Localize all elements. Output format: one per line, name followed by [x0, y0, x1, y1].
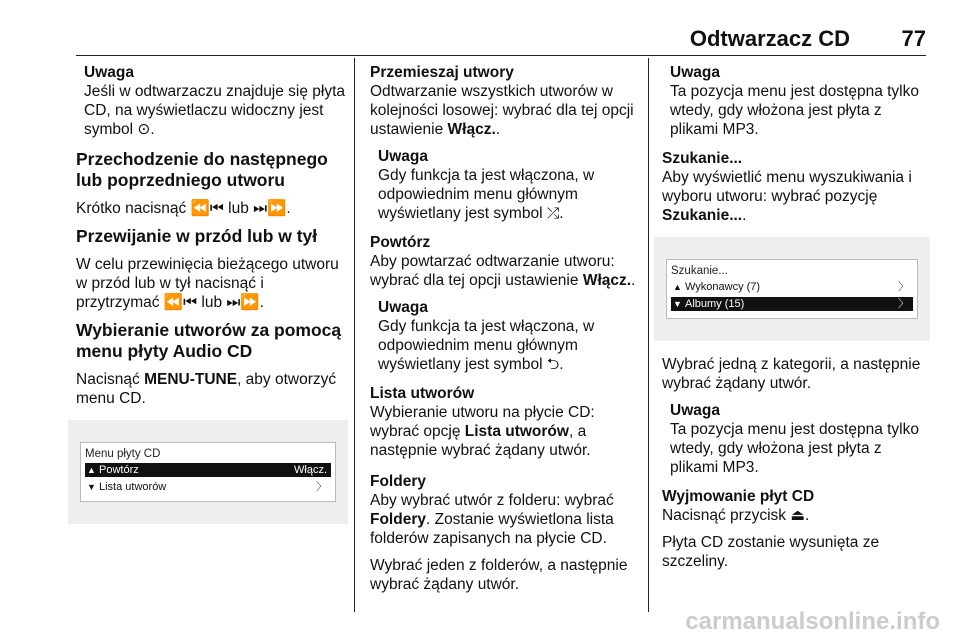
- text-part: Nacisnąć: [76, 371, 145, 388]
- text-part: Aby wyświetlić menu wyszukiwania i wyboru utworu: wybrać pozycję: [662, 169, 912, 205]
- chevron-right-icon: 〉: [898, 298, 909, 310]
- screen-title: Szukanie...: [671, 265, 728, 277]
- subhead-folders: Foldery: [370, 473, 426, 490]
- screen-row-track-list[interactable]: [85, 480, 331, 494]
- note-title: Uwaga: [378, 148, 428, 165]
- column-divider-1: [354, 58, 355, 612]
- column-2: [370, 63, 638, 602]
- bold-term: Foldery: [370, 511, 426, 528]
- text-part: , aby otworzyć menu CD.: [76, 371, 337, 407]
- screen-row-artists[interactable]: [671, 280, 913, 294]
- cd-menu-screen: [68, 420, 348, 524]
- text-part: .: [631, 272, 636, 289]
- page-header-title: Odtwarzacz CD: [689, 26, 850, 51]
- bold-term: Szukanie...: [662, 207, 743, 224]
- up-arrow-icon: ▲: [87, 465, 96, 475]
- screen-row-value: Włącz.: [294, 464, 327, 476]
- note-text: Gdy funkcja ta jest włączona, w odpowiednim menu głównym wyświetlany jest symbol ⤮.: [378, 167, 595, 222]
- note-title: Uwaga: [84, 64, 134, 81]
- down-arrow-icon: ▼: [673, 299, 682, 309]
- bold-term: MENU-TUNE: [144, 371, 238, 388]
- text-repeat: [370, 252, 638, 290]
- subhead-eject: Wyjmowanie płyt CD: [662, 488, 815, 505]
- note-title: Uwaga: [670, 64, 720, 81]
- page-number: 77: [901, 26, 926, 51]
- text-search: [662, 168, 930, 225]
- section-text-seek: W celu przewinięcia bieżącego utworu w przód lub w tył nacisnąć i przytrzymać ⏪⏮ lub ⏭⏩.: [76, 256, 339, 311]
- note-repeat: [370, 298, 638, 374]
- bold-term: Włącz.: [447, 121, 496, 138]
- text-part: .: [742, 207, 747, 224]
- screen-row-repeat[interactable]: [85, 463, 331, 477]
- header-rule: [76, 55, 926, 56]
- text-folders: [370, 491, 638, 548]
- bold-term: Lista utworów: [464, 423, 569, 440]
- subhead-repeat: Powtórz: [370, 234, 431, 251]
- text-part: Aby powtarzać odtwarzanie utworu: wybrać dla tej opcji ustawienie: [370, 253, 615, 289]
- screen-title: Menu płyty CD: [85, 448, 161, 460]
- note-text: Jeśli w odtwarzaczu znajduje się płyta CD, na wyświetlaczu widoczny jest symbol ⊙.: [84, 83, 346, 138]
- note-text: Ta pozycja menu jest dostępna tylko wtedy, gdy włożona jest płyta z plikami MP3.: [670, 421, 919, 476]
- note-mp3-only-2: [662, 401, 930, 477]
- column-3: [662, 63, 930, 579]
- column-1: [76, 63, 346, 538]
- chevron-right-icon: 〉: [898, 281, 909, 293]
- text-eject: Nacisnąć przycisk ⏏.: [662, 507, 810, 524]
- text-track-list: [370, 403, 638, 460]
- text-shuffle: [370, 82, 638, 139]
- search-menu-screen: [654, 237, 930, 341]
- screen-display: [666, 259, 918, 319]
- text-part: Wybieranie utworu na płycie CD: wybrać opcję: [370, 404, 595, 440]
- text-part: Aby wybrać utwór z folderu: wybrać: [370, 492, 614, 509]
- note-text: Gdy funkcja ta jest włączona, w odpowiednim menu głównym wyświetlany jest symbol ⮌.: [378, 318, 595, 373]
- text-folders-2: Wybrać jeden z folderów, a następnie wybrać żądany utwór.: [370, 557, 628, 593]
- screen-row-label: Albumy (15): [685, 298, 745, 310]
- up-arrow-icon: ▲: [673, 282, 682, 292]
- bold-term: Włącz.: [582, 272, 632, 289]
- note-shuffle: [370, 147, 638, 223]
- text-part: . Zostanie wyświetlona lista folderów zapisanych na płycie CD.: [370, 511, 614, 547]
- chevron-right-icon: 〉: [316, 481, 327, 493]
- note-title: Uwaga: [670, 402, 720, 419]
- screen-row-label: Powtórz: [99, 464, 139, 476]
- text-part: .: [495, 121, 501, 138]
- screen-row-albums[interactable]: [671, 297, 913, 311]
- note-title: Uwaga: [378, 299, 428, 316]
- column-divider-2: [648, 58, 649, 612]
- section-title-seek: Przewijanie w przód lub w tył: [76, 226, 318, 246]
- text-part: Odtwarzanie wszystkich utworów w kolejności losowej: wybrać dla tej opcji ustawienie: [370, 83, 634, 138]
- watermark: carmanualsonline.info: [685, 608, 940, 635]
- section-text-cd-menu: [76, 370, 346, 408]
- text-part: , a następnie wybrać żądany utwór.: [370, 423, 591, 459]
- text-after-search-screen: Wybrać jedną z kategorii, a następnie wybrać żądany utwór.: [662, 356, 921, 392]
- subhead-shuffle: Przemieszaj utwory: [370, 64, 514, 81]
- note-cd-symbol: [76, 63, 346, 139]
- section-title-next-prev: Przechodzenie do następnego lub poprzedniego utworu: [76, 149, 328, 190]
- subhead-track-list: Lista utworów: [370, 385, 475, 402]
- section-title-cd-menu: Wybieranie utworów za pomocą menu płyty Audio CD: [76, 320, 342, 361]
- screen-display: [80, 442, 336, 502]
- note-mp3-only: [662, 63, 930, 139]
- section-text-next-prev: Krótko nacisnąć ⏪⏮ lub ⏭⏩.: [76, 200, 291, 217]
- screen-row-label: Lista utworów: [99, 481, 167, 493]
- note-text: Ta pozycja menu jest dostępna tylko wtedy, gdy włożona jest płyta z plikami MP3.: [670, 83, 919, 138]
- screen-row-label: Wykonawcy (7): [685, 281, 761, 293]
- text-eject-2: Płyta CD zostanie wysunięta ze szczeliny.: [662, 534, 880, 570]
- subhead-search: Szukanie...: [662, 150, 743, 167]
- down-arrow-icon: ▼: [87, 482, 96, 492]
